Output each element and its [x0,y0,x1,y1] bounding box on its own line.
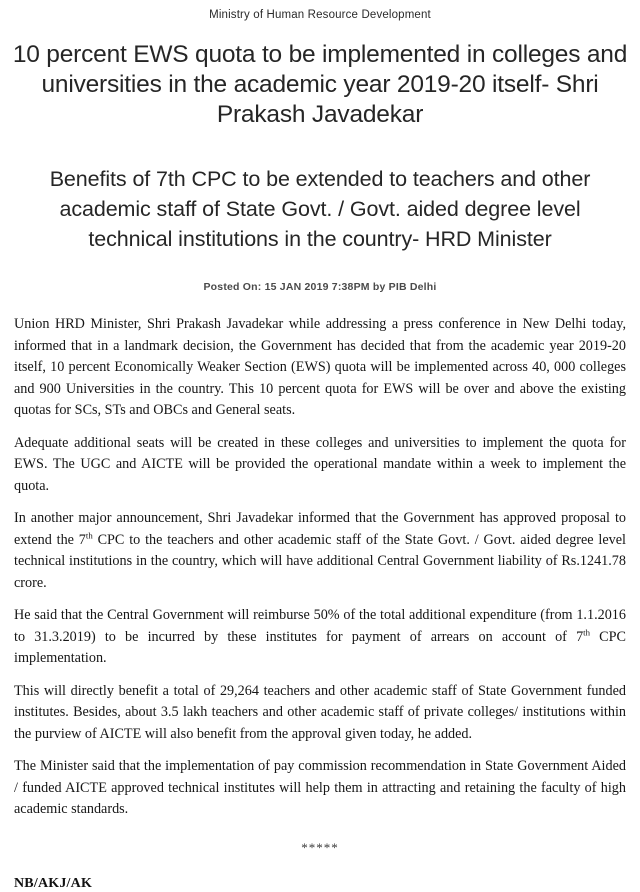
article-paragraph: In another major announcement, Shri Javadekar informed that the Government has approved proposal to extend the 7th CPC to the teachers and other academic staff of the State Govt. / Govt. aided degree level technical institutions in the country, which will have additional Central Government liability of Rs.1241.78 crore. [14,510,627,591]
ordinal-superscript: th [85,529,93,540]
headline-container [0,40,640,254]
article-paragraph: This will directly benefit a total of 29,264 teachers and other academic staff of State Government funded institutes. Besides, about 3.5 lakh teachers and other academic staff of private colleges/ institutions within the purview of AICTE will also benefit from the approval given today, he added. [14,682,626,742]
end-of-release-separator: ***** [301,839,339,855]
article-paragraph: Union HRD Minister, Shri Prakash Javadekar while addressing a press conference in New Delhi today, informed that in a landmark decision, the Government has decided that from the academic year 2019-20 itself, 10 percent Economically Weaker Section (EWS) quota will be implemented across 40, 000 colleges and 900 Universities in the country. This 10 percent quota for EWS will be over and above the existing quotas for SCs, STs and OBCs and General seats. [14,316,626,418]
ordinal-superscript: th [583,626,591,637]
article-paragraph: Adequate additional seats will be created in these colleges and universities to implement the quota for EWS. The UGC and AICTE will be provided the operational mandate within a week to implement the quota. [14,434,626,494]
primary-headline: 10 percent EWS quota to be implemented in colleges and universities in the academic year 2019-20 itself- Shri Prakash Javadekar [12,41,628,128]
article-body [0,314,640,821]
posted-on-timestamp: Posted On: 15 JAN 2019 7:38PM by PIB Delhi [203,281,437,293]
secondary-headline: Benefits of 7th CPC to be extended to teachers and other academic staff of State Govt. / Govt. aided degree level technical institutions in the country- HRD Minister [49,167,591,251]
ministry-name: Ministry of Human Resource Development [209,9,431,21]
article-paragraph: He said that the Central Government will reimburse 50% of the total additional expenditure (from 1.1.2016 to 31.3.2019) to be incurred by these institutes for payment of arrears on account of 7th CPC implementation. [14,607,626,666]
release-code: NB/AKJ/AK [14,875,93,891]
article-paragraph: The Minister said that the implementation of pay commission recommendation in State Government Aided / funded AICTE approved technical institutes will help them in attracting and retaining the faculty of high academic standards. [14,758,626,817]
